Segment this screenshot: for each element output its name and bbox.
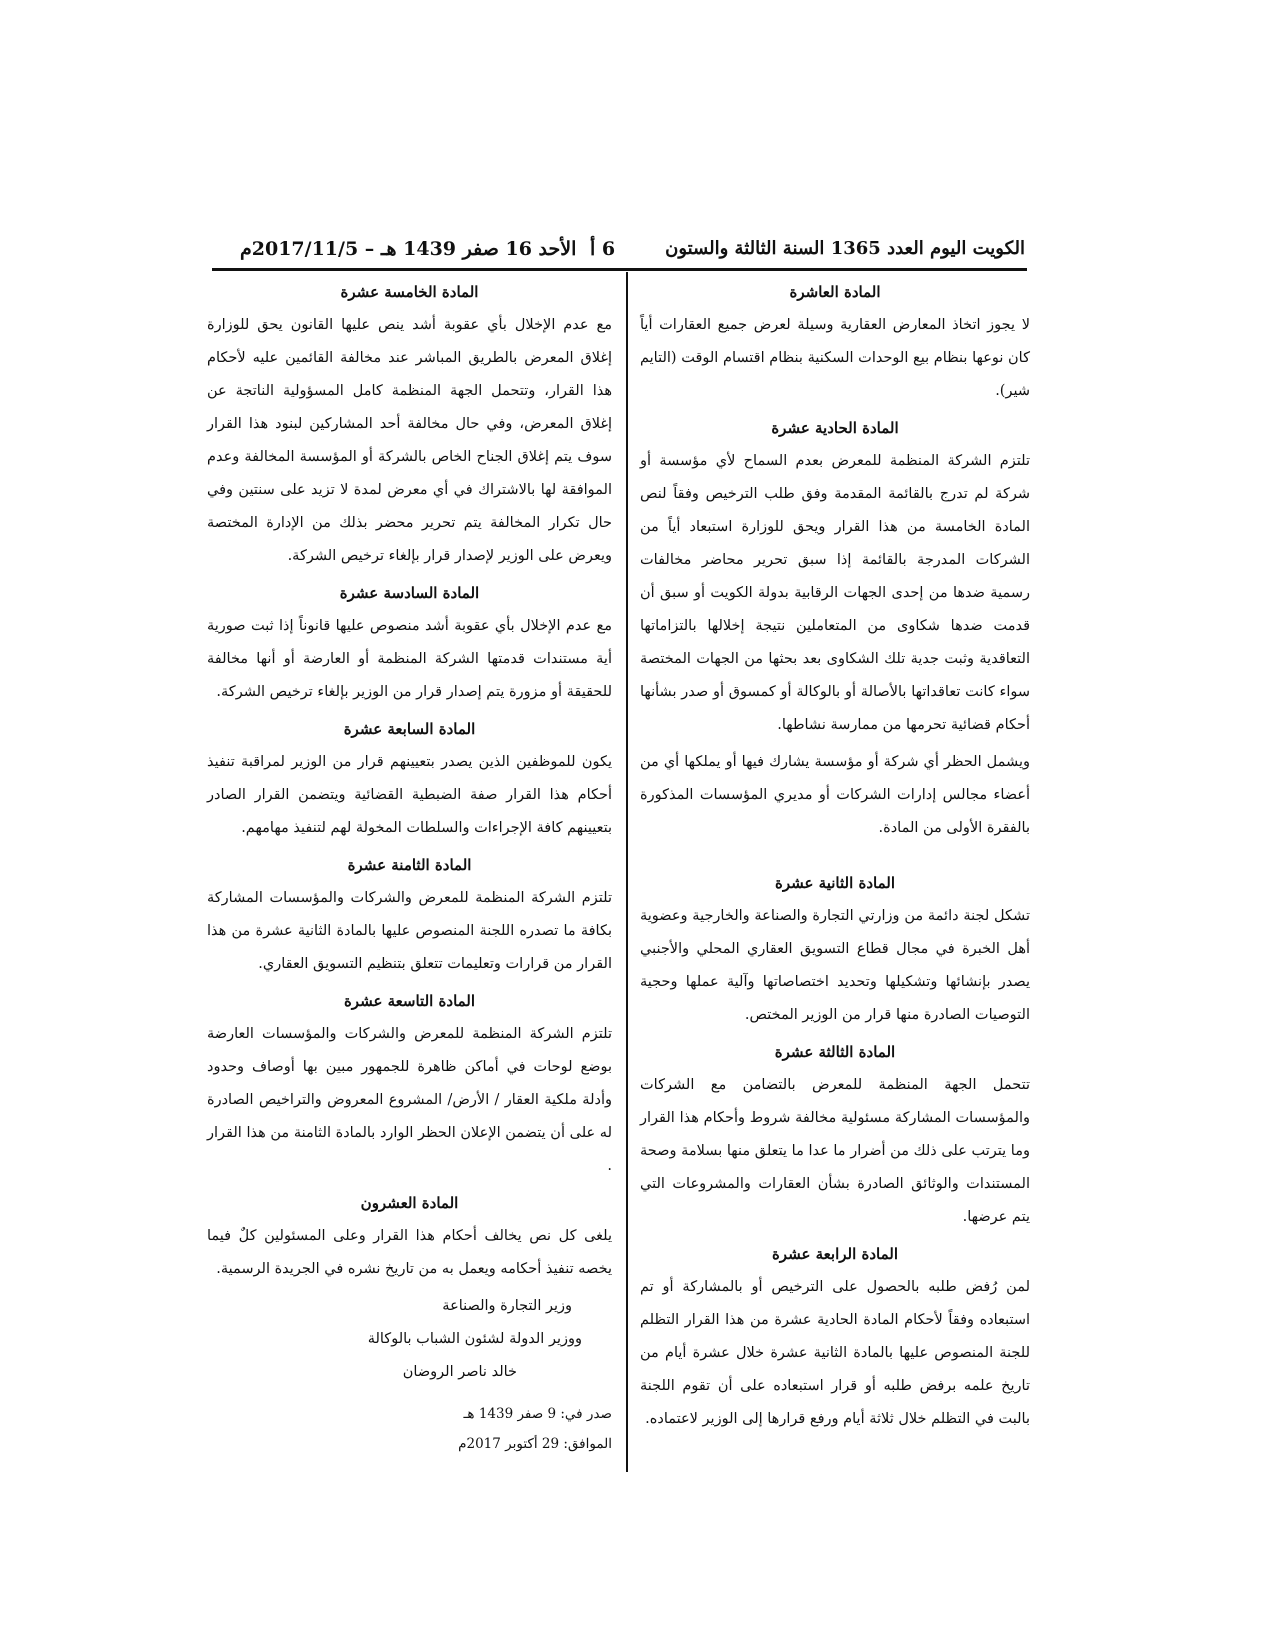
article-18 [207, 849, 612, 981]
signature-title-acting: ووزير الدولة لشئون الشباب بالوكالة [367, 1331, 582, 1347]
header-gazette-issue: الكويت اليوم العدد 1365 السنة الثالثة والستون [665, 238, 1025, 259]
article-13 [640, 1036, 1030, 1234]
article-paragraph: تلتزم الشركة المنظمة للمعرض والشركات والمؤسسات العارضة بوضع لوحات في أماكن ظاهرة للجمهور مبين بها أوصاف وحدود وأدلة ملكية العقار / الأرض/ المشروع المعروض والتراخيص الصادرة له على أن يتضمن الإعلان الحظر الوارد بالمادة الثامنة من هذا القرار . [207, 1026, 612, 1174]
article-paragraph: ويشمل الحظر أي شركة أو مؤسسة يشارك فيها أو يملكها أي من أعضاء مجالس إدارات الشركات أو مديري المؤسسات المذكورة بالفقرة الأولى من المادة. [640, 754, 1031, 836]
article-paragraph: تتحمل الجهة المنظمة للمعرض بالتضامن مع الشركات والمؤسسات المشاركة مسئولية مخالفة شروط وأحكام هذا القرار وما يترتب على ذلك من أضرار ما عدا ما يتعلق منها بسلامة وصحة المستندات والوثائق الصادرة بشأن العقارات والمشروعات التي يتم عرضها. [640, 1077, 1030, 1225]
article-12 [640, 867, 1030, 1032]
issued-date: صدر في: 9 صفر 1439 هـ [463, 1406, 612, 1422]
article-heading: المادة العشرون [360, 1194, 459, 1212]
article-paragraph: يلغى كل نص يخالف أحكام هذا القرار وعلى المسئولين كلٌ فيما يخصه تنفيذ أحكامه ويعمل به من تاريخ نشره في الجريدة الرسمية. [207, 1228, 612, 1277]
right-column [640, 276, 1030, 1440]
signature-block [207, 1290, 612, 1389]
article-paragraph: مع عدم الإخلال بأي عقوبة أشد ينص عليها القانون يحق للوزارة إغلاق المعرض بالطريق المباشر عند مخالفة القائمين عليه لأحكام هذا القرار، وتتحمل الجهة المنظمة كامل المسؤولية الناتجة عن إغلاق المعرض، وفي حال مخالفة أحد المشاركين لبنود هذا القرار سوف يتم إغلاق الجناح الخاص بالشركة أو المؤسسة المخالفة وعدم الموافقة لها بالاشتراك في أي معرض لمدة لا تزيد على سنتين وفي حال تكرار المخالفة يتم تحرير محضر بذلك من الإدارة المختصة ويعرض على الوزير لإصدار قرار بإلغاء ترخيص الشركة. [207, 317, 612, 564]
header-date: الأحد 16 صفر 1439 هـ – 2017/11/5م [240, 238, 577, 260]
header-rule [212, 268, 1027, 271]
article-14 [640, 1238, 1030, 1436]
article-heading: المادة الثانية عشرة [774, 874, 895, 892]
article-paragraph: لا يجوز اتخاذ المعارض العقارية وسيلة لعرض جميع العقارات أياً كان نوعها بنظام بيع الوحدات السكنية بنظام اقتسام الوقت (التايم شير). [640, 317, 1030, 399]
signature-name: خالد ناصر الروضان [402, 1364, 517, 1380]
article-17 [207, 713, 612, 845]
article-15 [207, 276, 612, 573]
page-header [210, 238, 1025, 268]
article-heading: المادة السابعة عشرة [343, 720, 476, 738]
article-heading: المادة التاسعة عشرة [343, 992, 476, 1010]
article-paragraph: تلتزم الشركة المنظمة للمعرض والشركات والمؤسسات المشاركة بكافة ما تصدره اللجنة المنصوص عليها بالمادة الثانية عشرة من هذا القرار من قرارات وتعليمات تتعلق بتنظيم التسويق العقاري. [207, 890, 612, 972]
corresponding-date: الموافق: 29 أكتوبر 2017م [458, 1436, 612, 1452]
article-heading: المادة الثامنة عشرة [347, 856, 472, 874]
article-paragraph: يكون للموظفين الذين يصدر بتعيينهم قرار من الوزير لمراقبة تنفيذ أحكام هذا القرار صفة الضبطية القضائية ويتضمن القرار الصادر بتعيينهم كافة الإجراءات والسلطات المخولة لهم لتنفيذ مهامهم. [207, 754, 612, 836]
article-11 [640, 412, 1030, 845]
signature-title-minister: وزير التجارة والصناعة [442, 1298, 572, 1314]
article-paragraph: مع عدم الإخلال بأي عقوبة أشد منصوص عليها قانوناً إذا ثبت صورية أية مستندات قدمتها الشركة المنظمة أو العارضة أو أنها مخالفة للحقيقة أو مزورة يتم إصدار قرار من الوزير بإلغاء ترخيص الشركة. [207, 618, 612, 700]
article-heading: المادة السادسة عشرة [339, 584, 480, 602]
article-heading: المادة الثالثة عشرة [774, 1043, 896, 1061]
left-column [207, 276, 612, 1459]
article-20 [207, 1187, 612, 1286]
article-10 [640, 276, 1030, 408]
article-heading: المادة الحادية عشرة [771, 419, 899, 437]
article-heading: المادة الرابعة عشرة [771, 1245, 899, 1263]
header-page-number: 6 أ [590, 238, 616, 260]
article-19 [207, 985, 612, 1183]
column-divider [626, 272, 628, 1472]
issue-date-block [207, 1399, 612, 1459]
article-heading: المادة العاشرة [789, 283, 881, 301]
article-heading: المادة الخامسة عشرة [340, 283, 479, 301]
article-paragraph: تلتزم الشركة المنظمة للمعرض بعدم السماح لأي مؤسسة أو شركة لم تدرج بالقائمة المقدمة وفق طلب الترخيص وفقاً لنص المادة الخامسة من هذا القرار ويحق للوزارة استبعاد أياً من الشركات المدرجة بالقائمة إذا سبق تحرير محاضر مخالفات رسمية ضدها من إحدى الجهات الرقابية بدولة الكويت أو سبق أن قدمت ضدها شكاوى من المتعاملين نتيجة إخلالها بالتزاماتها التعاقدية وثبت جدية تلك الشكاوى بعد بحثها من الجهات المختصة سواء كانت تعاقداتها بالأصالة أو بالوكالة أو كمسوق أو صدر بشأنها أحكام قضائية تحرمها من ممارسة نشاطها. [640, 453, 1030, 733]
spacer [640, 849, 1030, 867]
article-16 [207, 577, 612, 709]
article-paragraph: تشكل لجنة دائمة من وزارتي التجارة والصناعة والخارجية وعضوية أهل الخبرة في مجال قطاع التسويق العقاري المحلي والأجنبي يصدر بإنشائها وتشكيلها وتحديد اختصاصاتها وآلية عملها وحجية التوصيات الصادرة منها قرار من الوزير المختص. [640, 908, 1030, 1023]
article-paragraph: لمن رُفض طلبه بالحصول على الترخيص أو بالمشاركة أو تم استبعاده وفقاً لأحكام المادة الحادية عشرة من هذا القرار التظلم للجنة المنصوص عليها بالمادة الثانية عشرة خلال عشرة أيام من تاريخ علمه برفض طلبه أو قرار استبعاده على أن تقوم اللجنة بالبت في التظلم خلال ثلاثة أيام ورفع قرارها إلى الوزير لاعتماده. [640, 1279, 1030, 1427]
